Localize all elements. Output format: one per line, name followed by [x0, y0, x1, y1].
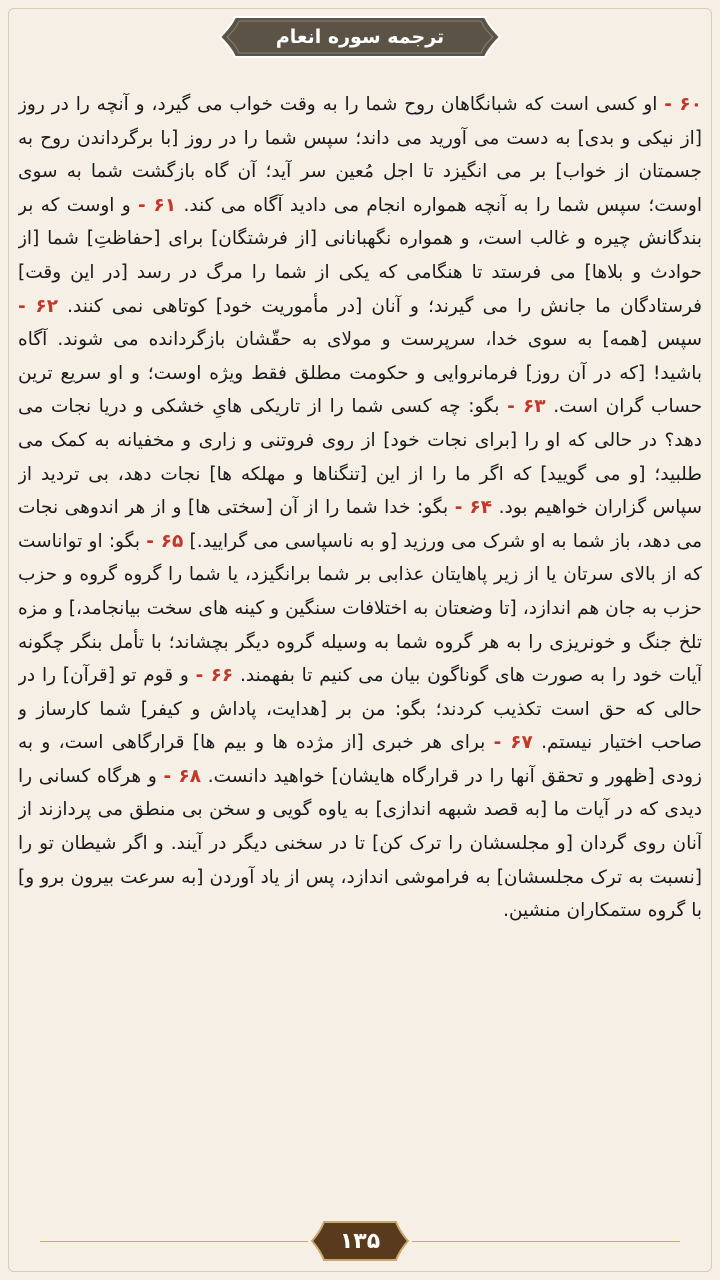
verse-number: ۶۶ - [195, 665, 234, 687]
page-number-badge [310, 1218, 410, 1264]
verse-number: ۶۵ - [146, 530, 184, 552]
verse-text: و قوم تو [قرآن] را در حالی که حق است تکذیب کردند؛ بگو: من بر [هدایت، پاداش و کیفر] شما کارساز و صاحب اختیار نیستم. [18, 665, 702, 754]
verse-text: بگو: او تواناست که از بالای سرتان یا از زیر پاهایتان عذابی بر شما برانگیزد، یا شما را گروه گروه و حزب حزب به جان هم اندازد، [تا وضعتان به اختلافات سنگین و کینه های سخت بیانجامد،] و مزه تلخ جنگ و خونریزی را به هر گروه شما به وسیله گروه دیگر بچشاند؛ با تأمل بنگر چگونه آیات خود را به صورت های گوناگون بیان می کنیم تا بفهمند. [18, 530, 702, 687]
verse-number: ۶۴ - [454, 497, 493, 519]
verse-number: ۶۸ - [163, 765, 202, 787]
translation-text [18, 88, 702, 1172]
verse-number: ۶۷ - [493, 732, 533, 754]
verse-number: ۶۱ - [137, 194, 177, 216]
footer-rule-right [412, 1241, 680, 1242]
verse-68 [18, 766, 702, 921]
verse-text: برای هر خبری [از مژده ها و بیم ها] قرارگاهی است، و به زودی [ظهور و تحقق آنها را در قرارگاه هایشان] خواهید دانست. [18, 732, 702, 787]
verse-65 [18, 531, 702, 686]
verse-number: ۶۳ - [507, 396, 546, 418]
verse-number: ۶۲ - [18, 295, 58, 317]
verse-text: و هرگاه کسانی را دیدی که در آیات ما [به قصد شبهه اندازی] به یاوه گویی و سخن بی منطق می پردازند از آنان روی گردان [و مجلسشان را ترک کن] تا در سخنی دیگر در آیند. و اگر شیطان تو را [نسبت به ترک مجلسشان] به فراموشی اندازد، پس از یاد آوردن [به سرعت بیرون برو و] با گروه ستمکاران منشین. [18, 765, 702, 922]
verse-number: ۶۰ - [664, 94, 702, 115]
page-title: ترجمه سوره انعام [275, 26, 445, 48]
verse-text: بگو: چه کسی شما را از تاریکی هایِ خشکی و دریا نجات می دهد؟ در حالی که او را [برای نجات خود] از روی فروتنی و زاری و مخفیانه به کمک می طلبید؛ [و می گویید] که اگر ما را از این [تنگناها و مهلکه ها] نجات دهد، بی تردید از سپاس گزاران خواهیم بود. [18, 396, 702, 519]
verse-text: و اوست که بر بندگانش چیره و غالب است، و همواره نگهبانانی [از فرشتگان] برای [حفاظتِ] شما [از حوادث و بلاها] می فرستد تا هنگامی که یکی از شما را مرگ در رسد [در این وقت] فرستادگان ما جانش را می گیرند؛ و آنان [در مأموریت خود] کوتاهی نمی کنند. [18, 194, 702, 317]
page-number: ۱۳۵ [339, 1228, 381, 1254]
verse-text: سپس [همه] به سوی خدا، سرپرست و مولای به حقّشان بازگردانده می شوند. آگاه باشید! [که در آن روز] فرمانروایی و حکومت مطلق فقط ویژه اوست؛ و او سریع ترین حساب گران است. [18, 329, 702, 418]
verse-text: او کسی است که شبانگاهان روح شما را به وقت خواب می گیرد، و آنچه را در روز [از نیکی و بدی] به دست می آورید می داند؛ سپس شما را در روز [با برگرداندن روح به جسمتان از خواب] بر می انگیزد تا اجل مُعین سر آید؛ آن گاه بازگشت شما به سوی اوست؛ سپس شما را به آنچه همواره انجام می دادید آگاه می کند. [18, 94, 702, 216]
verse-text: بگو: خدا شما را از آن [سختی ها] و از هر اندوهی نجات می دهد، باز شما به او شرک می ورزید [و به ناسپاسی می گرایید.] [18, 497, 702, 552]
footer-rule-left [40, 1241, 308, 1242]
title-banner [217, 14, 503, 60]
